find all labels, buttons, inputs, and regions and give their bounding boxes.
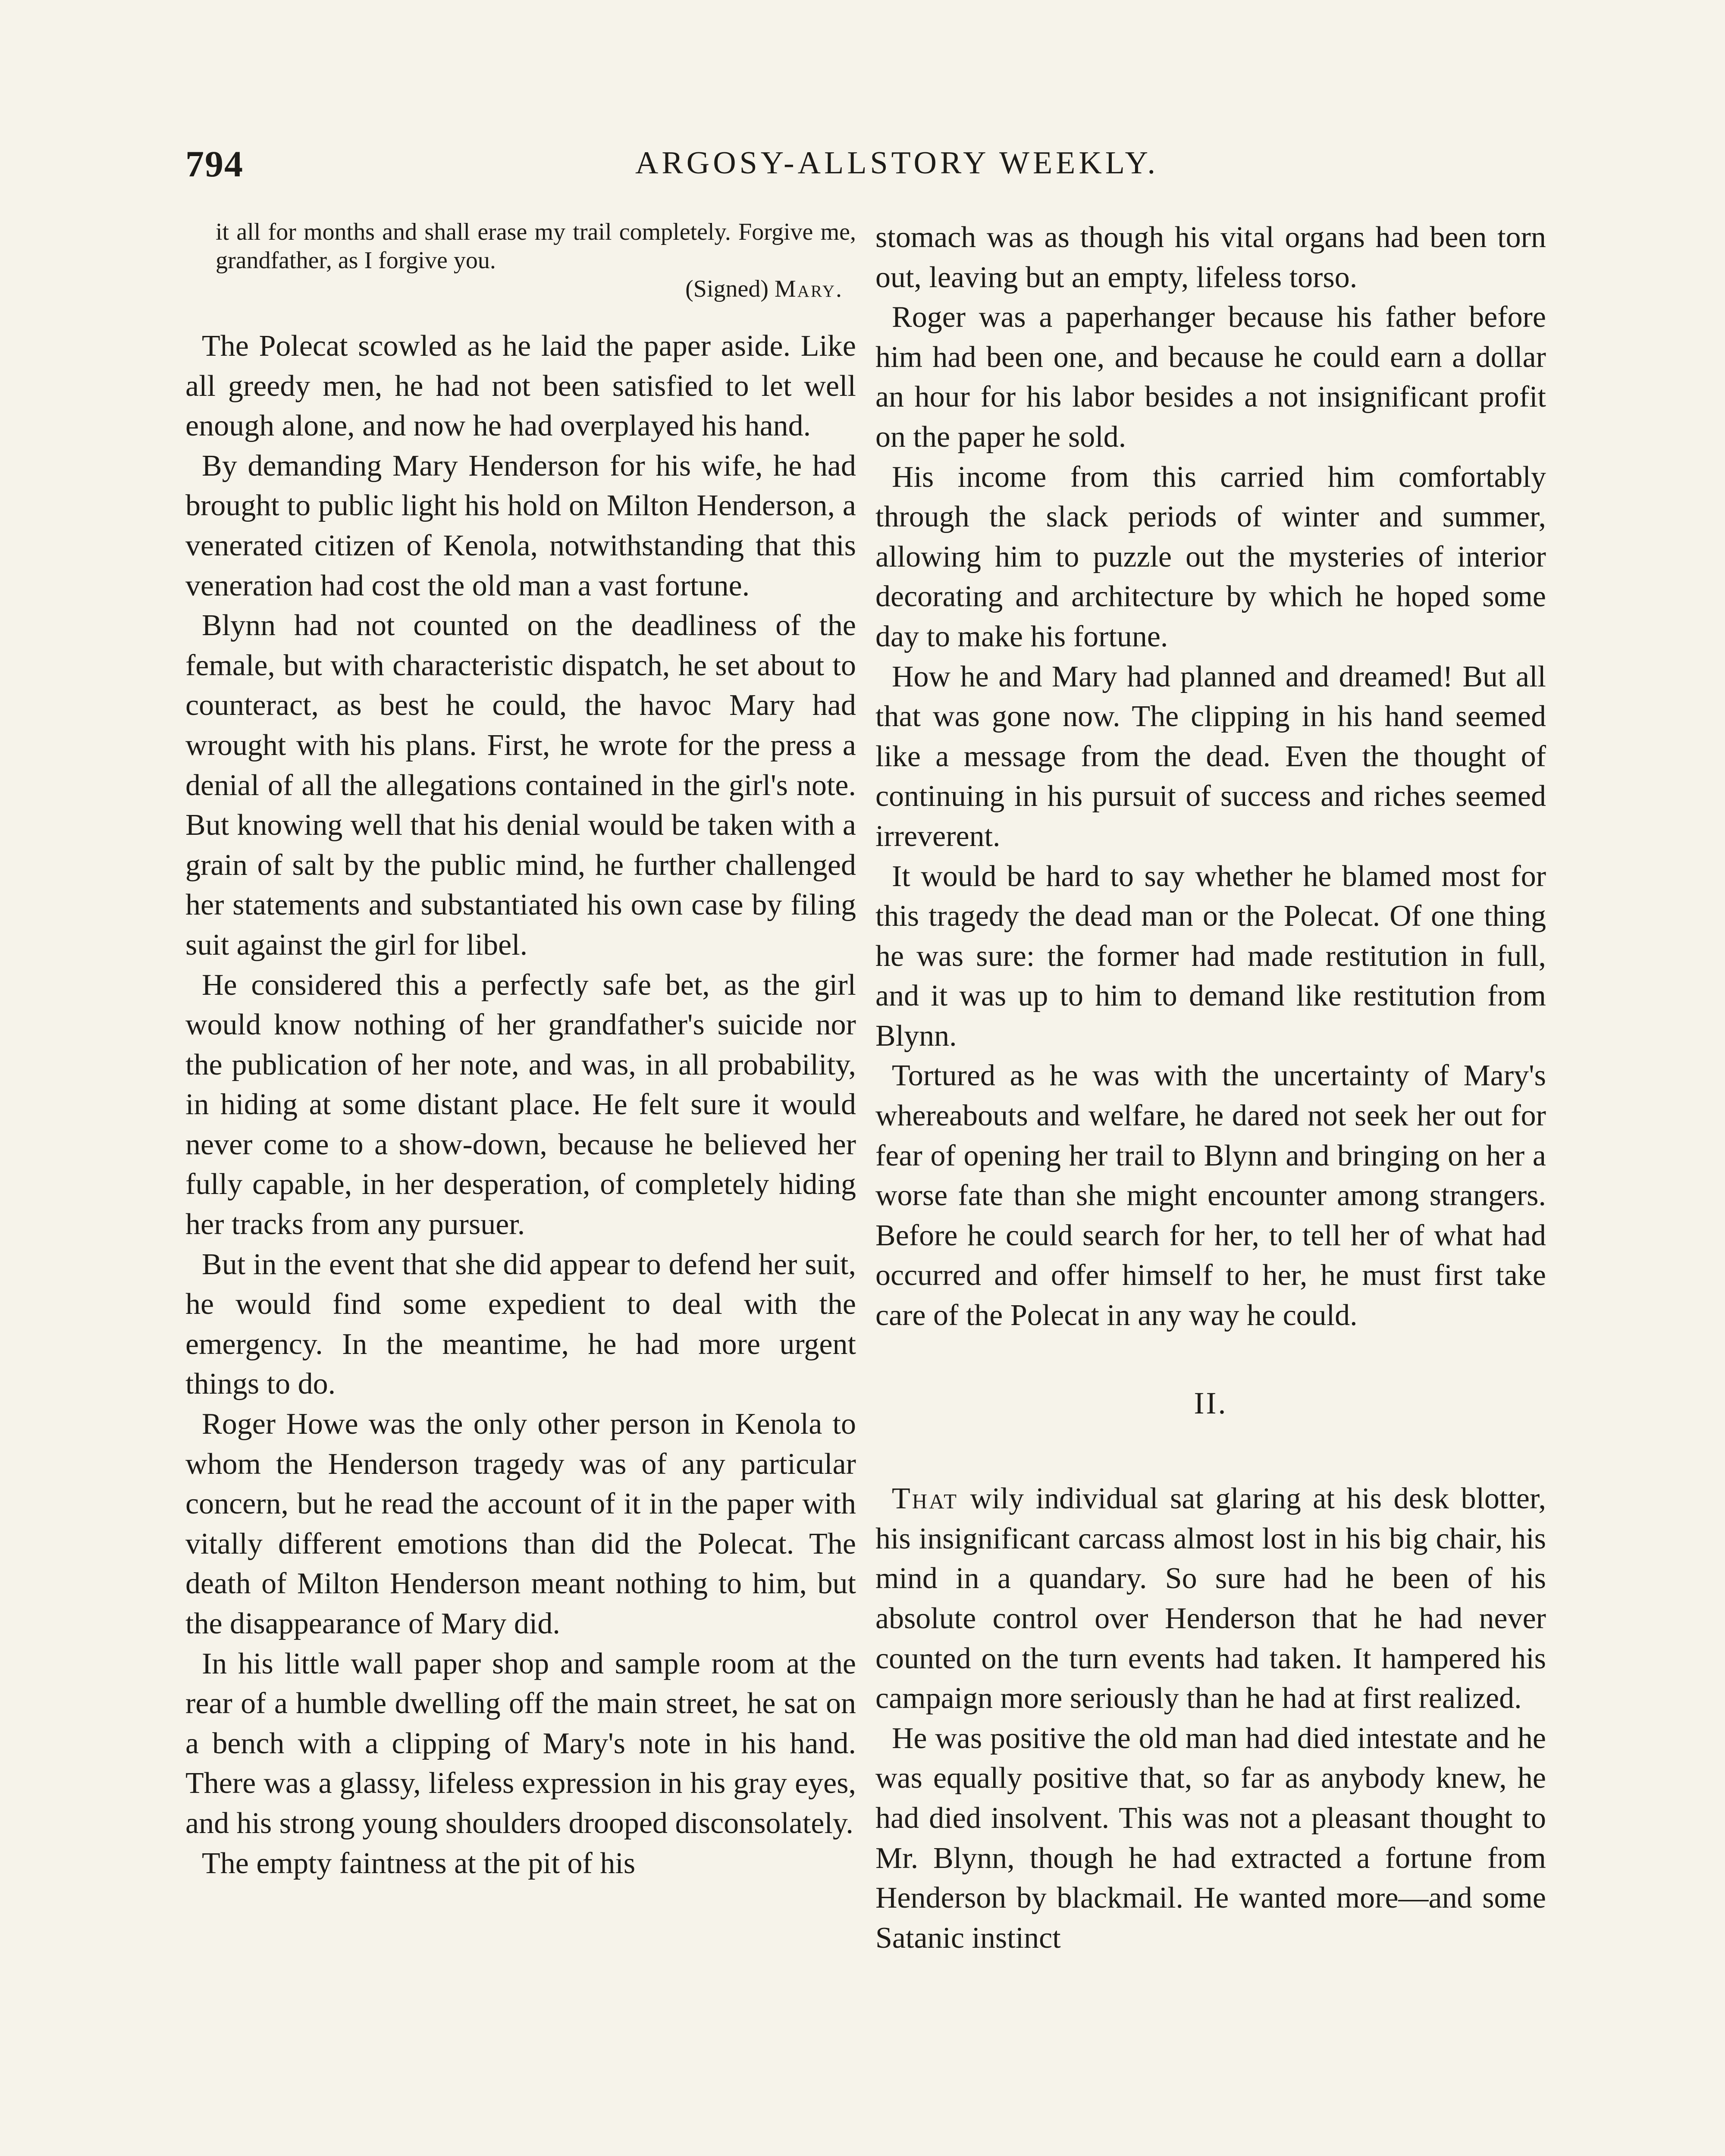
letter-signature [216,275,856,303]
paragraph: He was positive the old man had died intestate and he was equally positive that, so far as anybody knew, he had died insolvent. This was not a pleasant thought to Mr. Blynn, though he had extracted a fortune from Henderson by blackmail. He wanted more—and some Satanic instinct [875,1721,1546,1955]
paragraph: The Polecat scowled as he laid the paper aside. Like all greedy men, he had not been satisfied to let well enough alone, and now he had overplayed his hand. [185,329,856,443]
left-column [185,218,856,1883]
page-number: 794 [185,143,244,185]
signature-prefix: (Signed) [685,276,769,302]
paragraph: Roger Howe was the only other person in Kenola to whom the Henderson tragedy was of any particular concern, but he read the account of it in the paper with vitally different emotions than did the Polecat. The death of Milton Henderson meant nothing to him, but the disappearance of Mary did. [185,1407,856,1640]
opening-word: That [892,1482,959,1516]
paragraph: Blynn had not counted on the deadliness of the female, but with characteristic dispatch, he set about to counteract, as best he could, the havoc Mary had wrought with his plans. First, he wrote for the press a denial of all the allegations contained in the girl's note. But knowing well that his denial would be taken with a grain of salt by the public mind, he further challenged her statements and substantiated his own case by filing suit against the girl for libel. [185,609,856,962]
paragraph: The empty faintness at the pit of his [202,1846,636,1880]
paragraph: It would be hard to say whether he blamed most for this tragedy the dead man or the Polecat. Of one thing he was sure: the former had made restitution in full, and it was up to him to demand like restitution from Blynn. [875,859,1546,1053]
signature-name: Mary. [775,276,843,302]
paragraph: His income from this carried him comfortably through the slack periods of winter and summer, allowing him to puzzle out the mysteries of interior decorating and architecture by which he hoped some day to make his fortune. [875,460,1546,653]
paragraph: In his little wall paper shop and sample room at the rear of a humble dwelling off the main street, he sat on a bench with a clipping of Mary's note in his hand. There was a glassy, lifeless expression in his gray eyes, and his strong young shoulders drooped disconsolately. [185,1647,856,1840]
running-title: ARGOSY-ALLSTORY WEEKLY. [635,145,1159,181]
paragraph: By demanding Mary Henderson for his wife, he had brought to public light his hold on Milton Henderson, a venerated citizen of Kenola, notwithstanding that this veneration had cost the old man a vast fortune. [185,449,856,602]
paragraph: Tortured as he was with the uncertainty of Mary's whereabouts and welfare, he dared not seek her out for fear of opening her trail to Blynn and bringing on her a worse fate than she might encounter among strangers. Before he could search for her, to tell her of what had occurred and offer himself to her, he must first take care of the Polecat in any way he could. [875,1059,1546,1332]
section-heading: II. [1194,1385,1228,1420]
quoted-letter [185,218,856,303]
paragraph: How he and Mary had planned and dreamed! But all that was gone now. The clipping in his hand seemed like a message from the dead. Even the thought of continuing in his pursuit of success and riches seemed irreverent. [875,660,1546,853]
paragraph: Roger was a paperhanger because his father before him had been one, and because he could earn a dollar an hour for his labor besides a not insignificant profit on the paper he sold. [875,301,1546,454]
paragraph: But in the event that she did appear to defend her suit, he would find some expedient to deal with the emergency. In the meantime, he had more urgent things to do. [185,1247,856,1401]
opening-text: wily individual sat glaring at his desk blotter, his insignificant carcass almost lost in his big chair, his mind in a quandary. So sure had he been of his absolute control over Henderson that he had never counted on the turn events had taken. It hampered his campaign more seriously than he had at first realized. [875,1482,1546,1715]
paragraph: stomach was as though his vital organs had been torn out, leaving but an empty, lifeless torso. [875,221,1546,294]
right-column [875,218,1546,1958]
paragraph: He considered this a perfectly safe bet, as the girl would know nothing of her grandfather's suicide nor the publication of her note, and was, in all probability, in hiding at some distant place. He felt sure it would never come to a show-down, because he believed her fully capable, in her desperation, of completely hiding her tracks from any pursuer. [185,968,856,1241]
page-header [185,142,1544,194]
letter-body: it all for months and shall erase my trail completely. Forgive me, grandfather, as I forgive you. [216,219,856,274]
section-opening-paragraph [875,1479,1546,1719]
